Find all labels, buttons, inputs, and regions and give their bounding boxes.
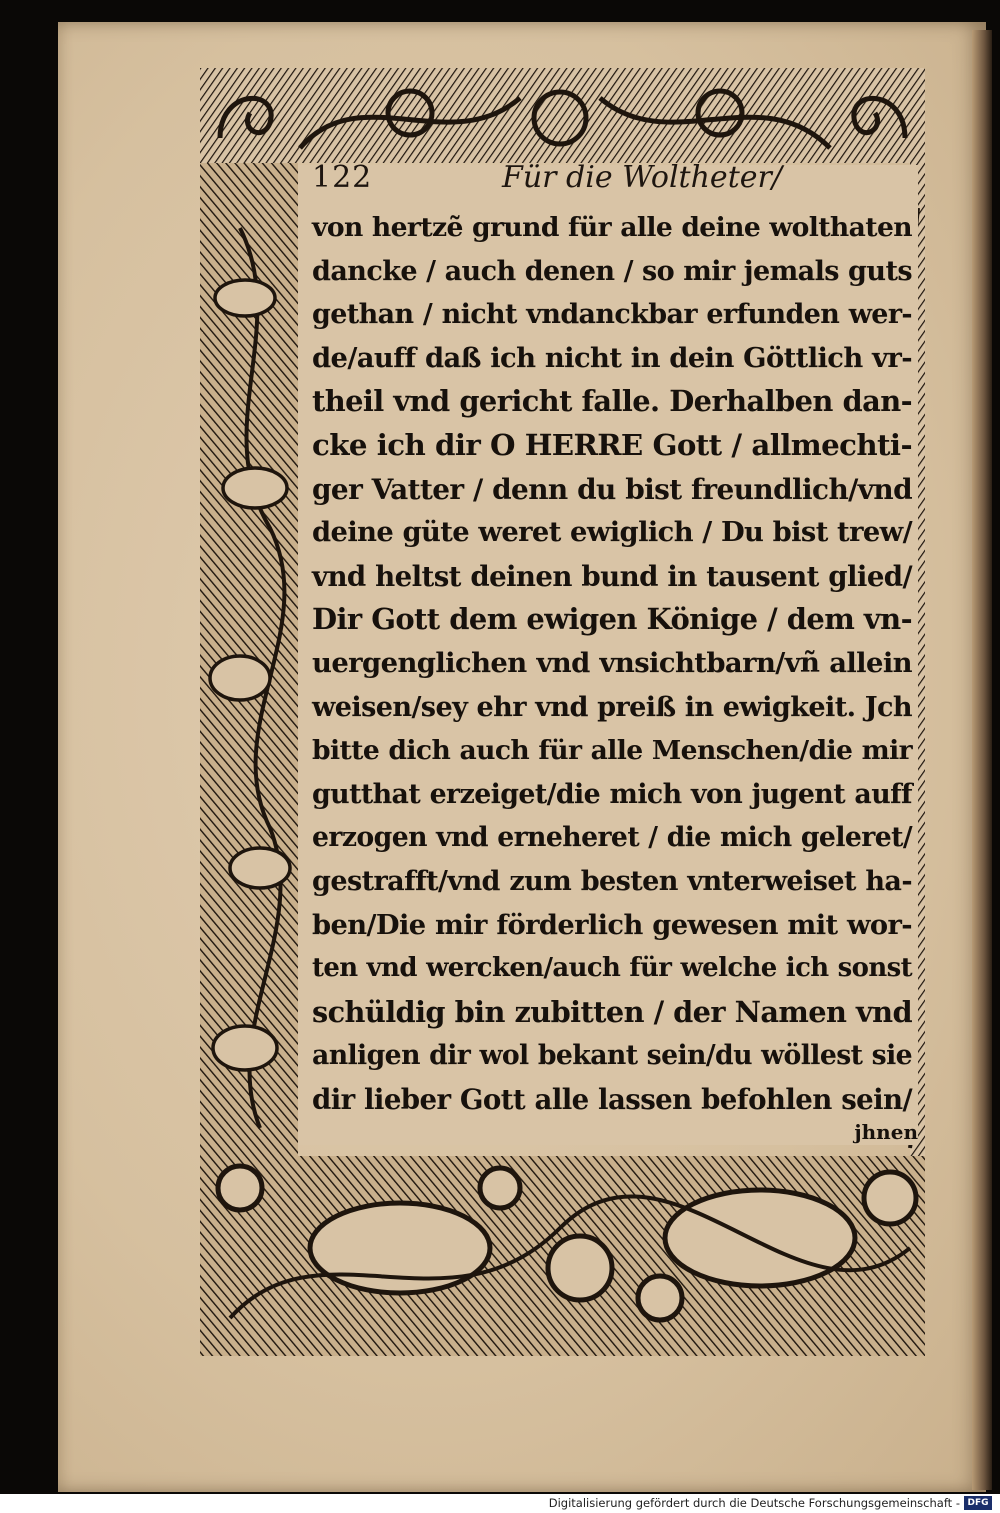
- text-line: de/auff daß ich nicht in dein Göttlich vr-: [312, 341, 912, 374]
- digitization-footer: [0, 1494, 1000, 1513]
- text-line: deine güte weret ewiglich / Du bist trew/: [312, 516, 912, 549]
- text-line: cke ich dir O HERRE Gott / allmechti-: [312, 427, 912, 462]
- text-line: vnd heltst deinen bund in tausent glied/: [312, 559, 912, 593]
- text-line: gutthat erzeiget/die mich von jugent auff: [312, 778, 912, 810]
- text-line: anligen dir wol bekant sein/du wöllest sie: [312, 1040, 912, 1072]
- text-line: schüldig bin zubitten / der Namen vnd: [312, 994, 912, 1029]
- dfg-logo-icon: DFG: [964, 1496, 992, 1510]
- text-line: gestrafft/vnd zum besten vnterweiset ha-: [312, 865, 912, 897]
- text-line: uergenglichen vnd vnsichtbarn/vñ allein: [312, 646, 912, 679]
- text-line: Dir Gott dem ewigen Könige / dem vn-: [312, 602, 912, 637]
- footer-credit: Digitalisierung gefördert durch die Deutsche Forschungsgemeinschaft -: [548, 1496, 960, 1510]
- text-line: dancke / auch denen / so mir jemals guts: [312, 255, 912, 287]
- prayer-text: [312, 206, 912, 1121]
- text-line: erzogen vnd erneheret / die mich geleret/: [312, 822, 912, 854]
- text-line: ger Vatter / denn du bist freundlich/vnd: [312, 472, 912, 506]
- running-title: Für die Woltheter/: [502, 160, 782, 195]
- page-header: [312, 160, 912, 200]
- text-line: gethan / nicht vndanckbar erfunden wer-: [312, 299, 912, 331]
- text-line: ten vnd wercken/auch für welche ich sonst: [312, 953, 912, 984]
- text-line: weisen/sey ehr vnd preiß in ewigkeit. Jch: [312, 691, 912, 723]
- text-line: ben/Die mir förderlich gewesen mit wor-: [312, 908, 912, 941]
- page-number: 122: [312, 160, 373, 195]
- text-line: von hertzẽ grund für alle deine wolthaten: [312, 212, 912, 243]
- text-line: theil vnd gericht falle. Derhalben dan-: [312, 384, 912, 419]
- page-edge: [972, 30, 992, 1490]
- text-line: dir lieber Gott alle lassen befohlen sein/: [312, 1082, 912, 1116]
- text-line: bitte dich auch für alle Menschen/die mir: [312, 735, 912, 767]
- catchword: jhnen: [854, 1120, 918, 1144]
